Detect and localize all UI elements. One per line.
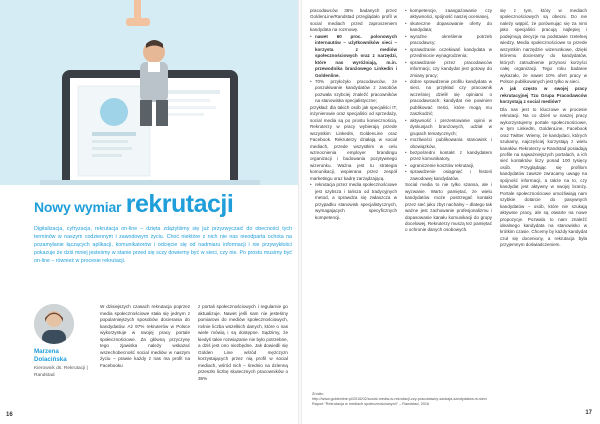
list-item: • aktywność i prezentowanie opinii w dyskusjach branżowych, udział w grupach tematycznych; — [405, 118, 492, 137]
list-item: • sprawdzanie przez pracodawców informacji, czy kandydat jest gotowy do zmiany pracy; — [405, 60, 492, 79]
paragraph: Dla nas jest to kluczowe w procesie rekrutacji. Na co dzień w naszej pracy wykorzystujemy portale społecznościowe, w tym LinkedIn, GoldenLine, Facebook oraz Twitter. Wiemy, że kandydaci, których szukamy, najczęściej korzystają z wielu kanałów. Rekruterzy w Randstad posiadają profile na najważniejszych portalach, a ich sieć kontaktów liczy ponad 100 tysięcy osób. Przyglądając się profilom kandydatów zawsze zwracamy uwagę na spójność informacji, a także na to, czy kandydat jest aktywny w swojej branży. Portale społecznościowe umożliwiają nam szybkie dotarcie do pasywnych kandydatów – osób, które nie szukają aktywnie pracy, ale są otwarte na nowe propozycje. Pozwala to nam znaleźć idealnego kandydata na stanowisko w krótkim czasie. Chcemy by każdy kandydat czuł się doceniony, a rekrutacja była przyjemnym doświadczeniem. — [500, 106, 587, 248]
left-column-2 — [198, 304, 288, 412]
recruitment-illustration — [0, 0, 300, 185]
hero-illustration — [0, 0, 300, 185]
footnote — [312, 392, 582, 407]
list-item: • dobre sprawdzenie profilu kandydata w sieci, na przykład czy pracownik wcześniej dzielił się opiniami o pracodawcach; kandydat nie powinien publikować treści, które mogą mu zaszkodzić; — [405, 79, 492, 118]
profile-avatar-icon — [100, 98, 128, 126]
author-avatar — [34, 304, 74, 344]
list-item: • skuteczne dopasowanie oferty do kandydata; — [405, 21, 492, 34]
right-column-3 — [500, 8, 587, 390]
bullet-list — [405, 8, 492, 182]
paragraph: pracodawców 36% badanych przez GoldenLine/Randstad przeglądało profil w social mediach przed zaproszeniem kandydata na rozmowę. — [310, 8, 397, 33]
paragraph: się z tym, który w mediach społecznościowych są obecni. Do nie należy wątpić, że porównując się za nimi jako specjaliści pracują najlepiej i podejmują decyzje na podstawie rzetelnej wiedzy. Media społecznościowe to przede wszystkim narzędzie wizerunkowe, dzięki któremu docieramy do kandydatów, których zatrudnienie przynosi korzyści całej organizacji. Tego roku badanie wykazało, że nawet 10% ofert pracy w Polsce publikowanych jest tylko w sieci. — [500, 8, 587, 84]
author-name: Marzena Dolacińska — [34, 348, 67, 363]
title-main: rekrutacji — [125, 190, 234, 218]
author-role: Kierownik ds. Rekrutacji | Randstad — [34, 366, 88, 378]
paragraph: z portali społecznościowych i regularnie go aktualizuje. Nawet jeśli sam nie jesteśmy pomiarowi do mediów społecznościowych, rośnie liczba wszelkich danych, które o nas wiele mówią i są dostępne. Sądzimy, że kiedyś takie rozwiązanie nie było potrzebne, a dziś jest ono niezbędne. Jak dowiedli się Golden Line wśród mężczyzn korzystających przez nią profil w social mediach, wśród nich – średnio na dzienną przeszło liczbę skutecznych pracowników o 36% — [198, 304, 288, 381]
list-item: • bezpośredni kontakt z kandydatem przez komunikatory, — [405, 150, 492, 163]
list-item: • 70% przyłożyło pracodawców, że poszukiwanie kandydatów z zasobów pozwala szybciej znaleźć pracowników na stanowiska specjalistyczne; — [310, 79, 397, 105]
bullet-list — [310, 182, 397, 221]
list-item: • kompetencje, zaangażowanie czy aktywności, spójność naszej ocenianej, — [405, 8, 492, 21]
left-column-1 — [100, 304, 190, 412]
paragraph: W dzisiejszych czasach rekrutacja poprzez media społecznościowe stała się jednym z popularniejszych sposobów docierania do kandydatów. Aż 97% rekruterów w Polsce wykorzystuje w swojej pracy portale społecznościowe. Za główną przyczynę tego zjawiska należy wskazać wszechobecność social mediów w naszym życiu – prawie każdy z nas ma profil na Facebooku — [100, 304, 190, 368]
list-item: • sprawdzenie osiągnięć i historii zawodowej kandydatów. — [405, 169, 492, 182]
list-item: • rekrutacja przez media społecznościowe jest szybsza i tańsza od tradycyjnych metod, a sprawdza się zwłaszcza w przypadku stanowisk specjalistycznych, wymagających specyficznych kompetencji. — [310, 182, 397, 221]
right-column-2 — [405, 8, 492, 390]
footnote-link[interactable]: http://www.goldenline.pl/2016/02/social-media-w-rekrutacji-czy-pracodawcy-szukaja-kandydatow-w-sieci — [312, 397, 487, 401]
list-item: • możliwości publikowania stanowisk i obowiązków, — [405, 137, 492, 150]
footnote-label: Źródło: — [312, 392, 324, 396]
title-prefix: Nowy wymiar — [34, 199, 122, 215]
page-number-right: 17 — [585, 410, 592, 416]
paragraph: przykład: dla takich osób jak specjaliści IT, inżynierowie oraz specjaliści od sprzedaży, social media są po prostu koniecznością. Rekruterzy w pracy wybierają przede wszystkim LinkedIn, GoldenLine oraz Facebook. Rekruterzy działają w social mediach, przede wszystkim w celu wzmocnienia employer brandingu organizacji i budowania pozytywnego wizerunku. Ważna jest tu strategia komunikacji, wspierana przez zespół marketingu oraz kadrę zarządzającą. — [310, 104, 397, 181]
right-page — [302, 0, 600, 424]
list-item: • ograniczenie kosztów rekrutacji, — [405, 163, 492, 169]
author-photo-icon — [34, 304, 74, 344]
page-title — [34, 190, 294, 220]
author-block — [34, 304, 92, 416]
right-column-1 — [310, 8, 397, 390]
bullet-list — [310, 34, 397, 105]
interview-question: A jak często w swojej pracy rekrutacyjnej Tzu Grupa Pracodawców korzystają z social mediów? — [500, 86, 587, 105]
lead-paragraph: Digitalizacja, cyfryzacja, rekrutacja on-line – dzięta zdążyliśmy się już przyzwyczaić do obecności tych terminów w naszym codziennym i zawodowym życiu. Choć niektóre z nich nie nas nieodparta ochota na pozamyłanie łączących aplikacji, komunikatorów i odcięcie się od nadmiaru informacji i nie przywykłości pokazuje że dziś mniej jesteśmy w stanie przed się sczy dowiemy być w sieci, czy nie. Po prostu musimy być on-line – również w procesie rekrutacji. — [34, 226, 292, 264]
paragraph: Social media to nie tylko szansa, ale i wyzwanie. Warto pamiętać, że wielu kandydatów może postrzegać kontakt przez sieć jako zbyt nachalny – dlatego tak ważne jest zachowanie profesjonalizmu i dopasowanie kanału komunikacji do grupy docelowej. Rekruterzy muszą też pamiętać o ochronie danych osobowych. — [405, 182, 492, 233]
list-item: • sprawdzanie oczekiwań kandydata w przedmiocie wynagrodzenia; — [405, 47, 492, 60]
footnote-source: Raport "Rekrutacja w mediach społecznościowych" – Randstad, 2016 — [312, 402, 430, 406]
list-item: • wyraźne określenie potrzeb pracodawcy; — [405, 34, 492, 47]
page-number-left: 16 — [6, 412, 13, 418]
list-item: • nawet 60 proc. polonowych internautów – użytkowników sieci – korzysta z mediów społecznościowych oraz z narzędzi, które nas wyróżniają, m.in. przewodnika branżowego Linkedin i Goldenline. — [310, 34, 397, 79]
